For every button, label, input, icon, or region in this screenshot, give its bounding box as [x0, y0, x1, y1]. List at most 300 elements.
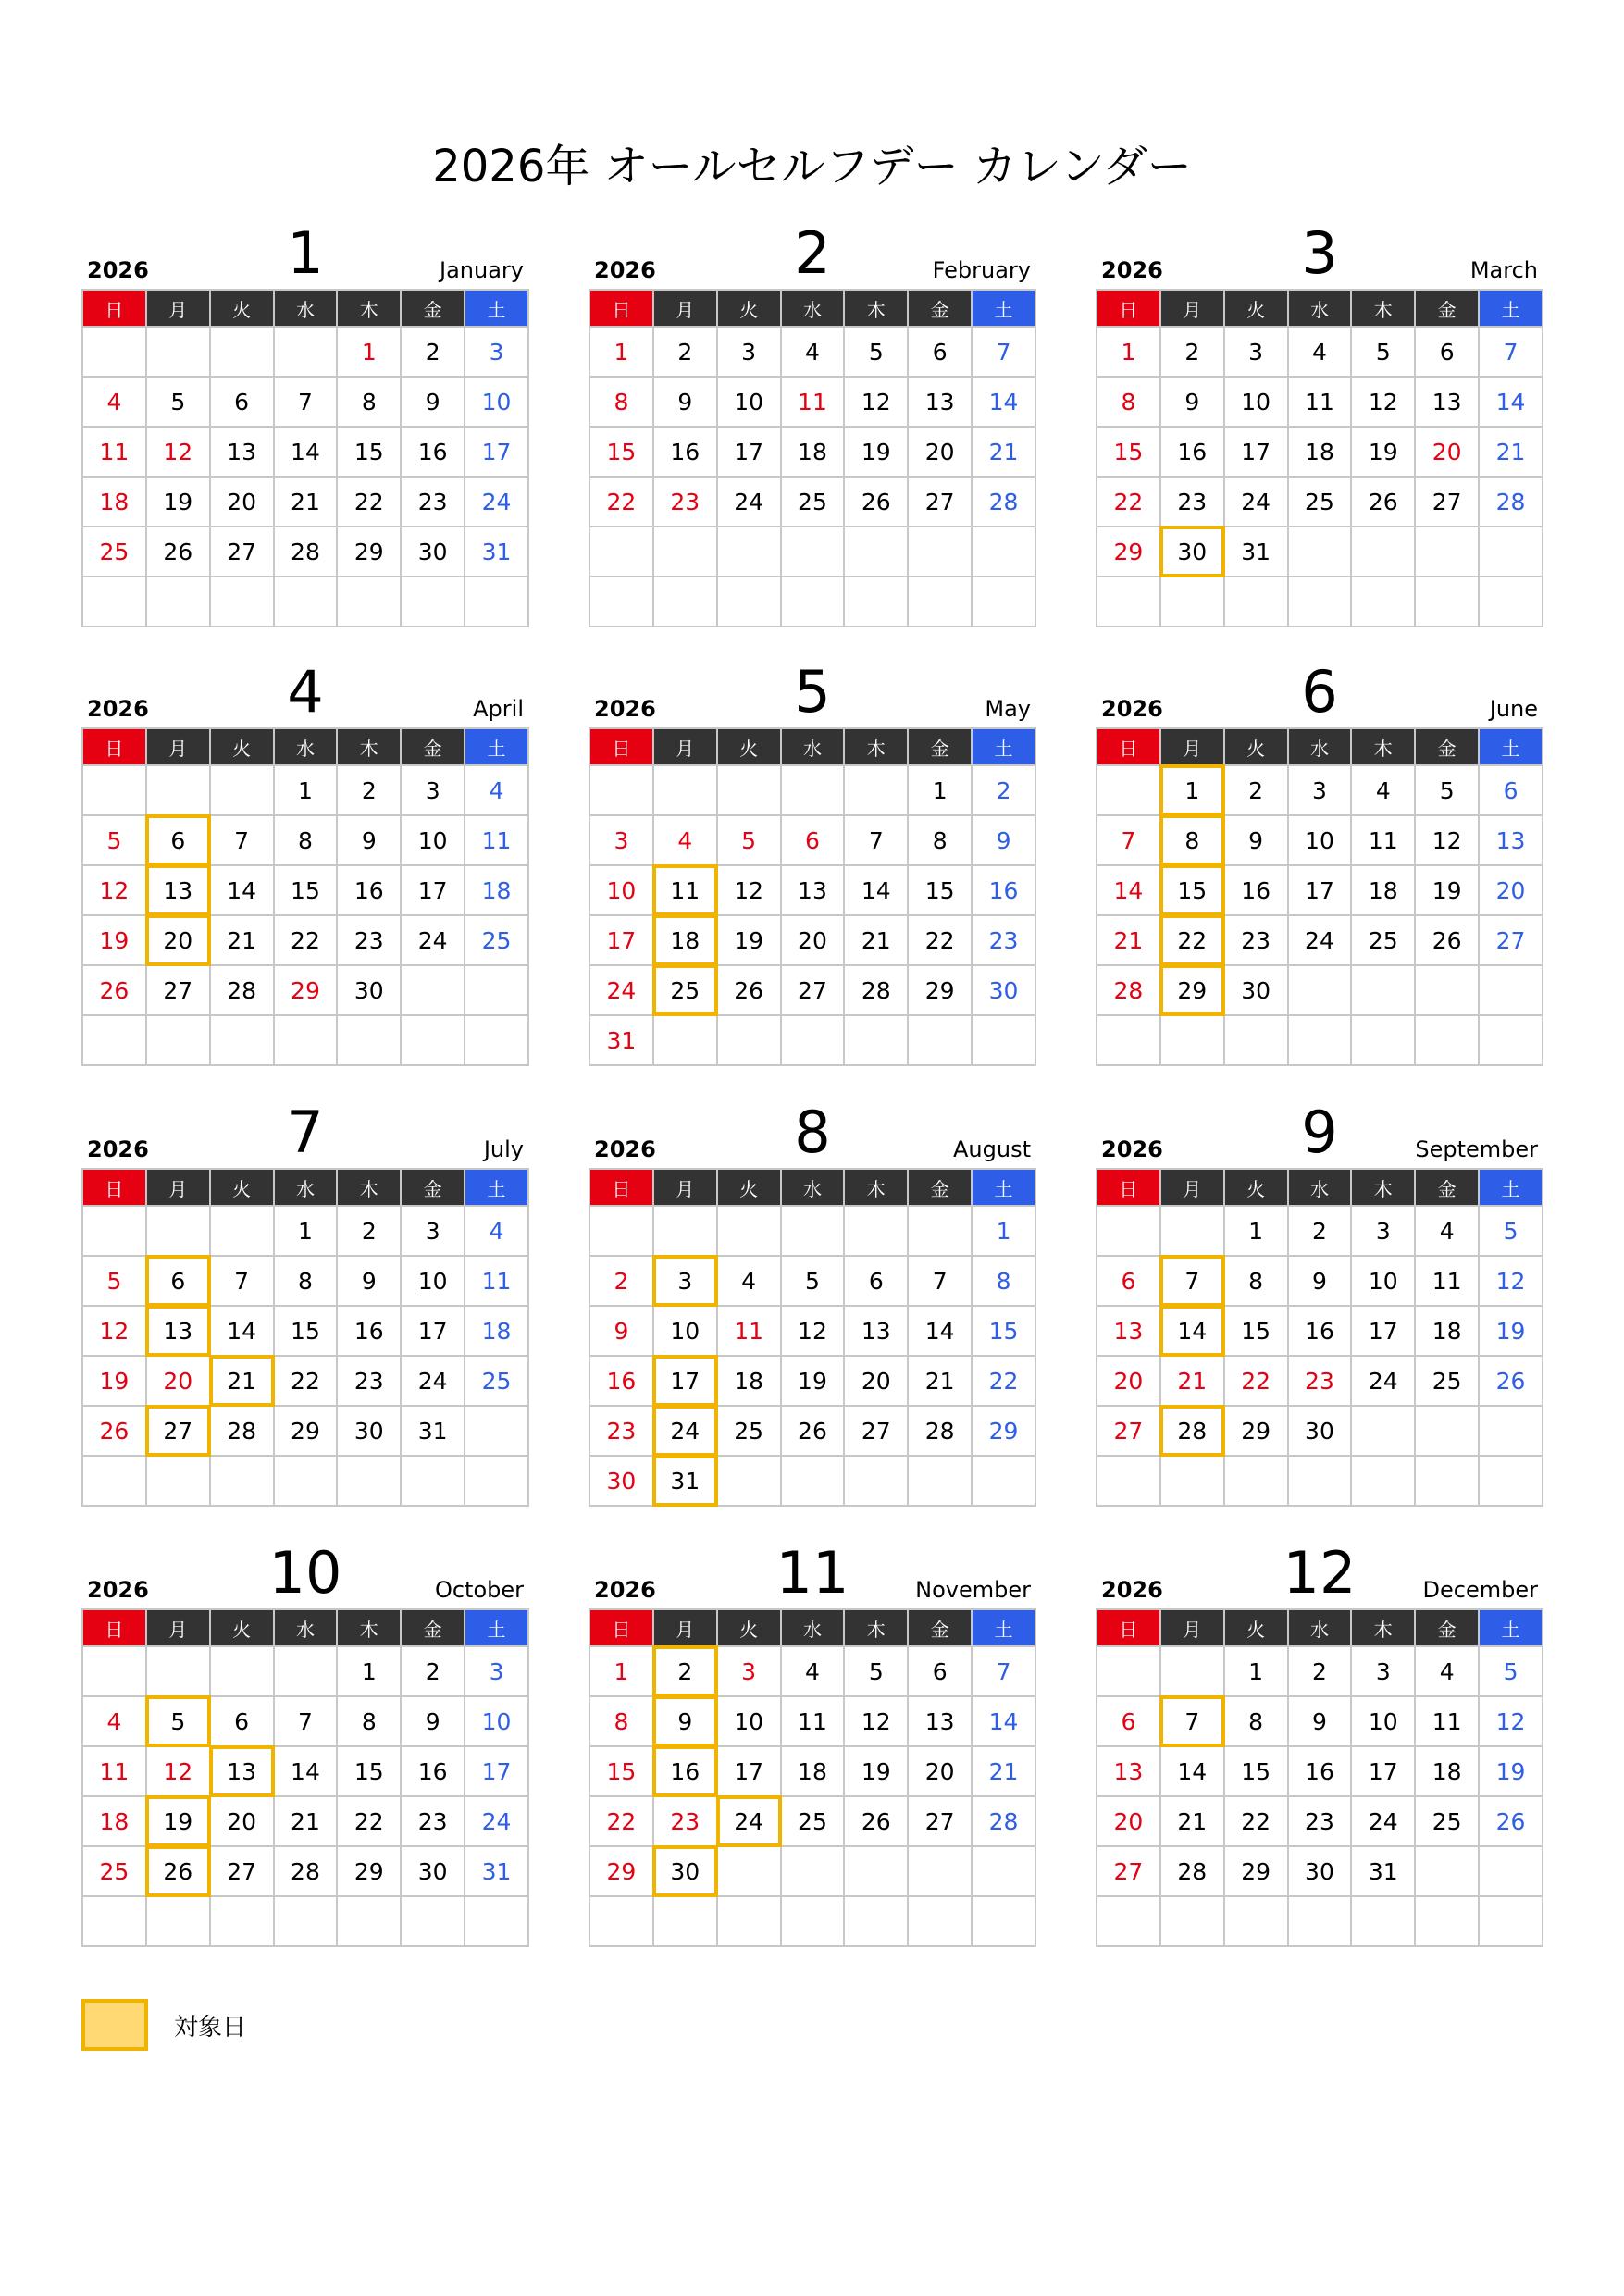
empty-cell: [82, 1896, 146, 1946]
week-row: [82, 1696, 528, 1746]
week-row: [1097, 577, 1543, 627]
empty-cell: [908, 577, 972, 627]
day-cell: 23: [337, 1356, 401, 1406]
target-day: 28: [1160, 1406, 1224, 1456]
week-row: [1097, 1896, 1543, 1946]
month-number: 11: [775, 1539, 849, 1607]
day-cell: 15: [1224, 1306, 1288, 1356]
day-cell: 19: [82, 915, 146, 965]
day-cell: 18: [1351, 865, 1415, 915]
day-cell: 24: [401, 1356, 465, 1406]
holiday-day: 4: [653, 815, 717, 865]
empty-cell: [146, 765, 210, 815]
day-cell: 26: [1479, 1796, 1543, 1846]
week-row: [589, 477, 1035, 527]
target-day: 11: [653, 865, 717, 915]
month-number: 4: [287, 658, 324, 726]
day-cell: 9: [1224, 815, 1288, 865]
empty-cell: [1479, 1406, 1543, 1456]
target-day: 3: [653, 1256, 717, 1306]
empty-cell: [972, 1015, 1035, 1065]
day-cell: 10: [717, 1696, 781, 1746]
week-row: [1097, 1256, 1543, 1306]
month-number: 8: [794, 1098, 831, 1166]
weekday-header: 金: [401, 728, 465, 765]
empty-cell: [1288, 1456, 1352, 1506]
weekday-header: 水: [1288, 728, 1352, 765]
day-cell: 30: [337, 1406, 401, 1456]
week-row: [589, 1896, 1035, 1946]
month-table: [81, 1168, 529, 1507]
day-cell: 1: [337, 1646, 401, 1696]
week-row: [1097, 1846, 1543, 1896]
day-cell: 7: [1479, 327, 1543, 377]
day-cell: 7: [274, 1696, 338, 1746]
empty-cell: [1224, 577, 1288, 627]
empty-cell: [972, 1896, 1035, 1946]
day-cell: 11: [465, 1256, 528, 1306]
empty-cell: [1224, 1456, 1288, 1506]
day-cell: 6: [844, 1256, 908, 1306]
day-cell: 6: [908, 1646, 972, 1696]
month-december: [1096, 1538, 1543, 1947]
day-cell: 27: [908, 477, 972, 527]
day-cell: 11: [1351, 815, 1415, 865]
empty-cell: [274, 1015, 338, 1065]
holiday-day: 20: [1415, 427, 1479, 477]
target-day: 2: [653, 1646, 717, 1696]
day-cell: 5: [1351, 327, 1415, 377]
day-cell: 9: [589, 1306, 653, 1356]
month-table: [81, 289, 529, 627]
weekday-header: 火: [210, 728, 274, 765]
day-cell: 26: [844, 477, 908, 527]
week-row: [589, 1206, 1035, 1256]
day-cell: 3: [717, 327, 781, 377]
day-cell: 23: [972, 915, 1035, 965]
empty-cell: [465, 965, 528, 1015]
empty-cell: [401, 1456, 465, 1506]
week-row: [82, 1256, 528, 1306]
day-cell: 17: [465, 427, 528, 477]
target-day: 18: [653, 915, 717, 965]
week-row: [1097, 1206, 1543, 1256]
day-cell: 25: [1415, 1356, 1479, 1406]
day-cell: 13: [781, 865, 845, 915]
day-cell: 5: [82, 1256, 146, 1306]
day-cell: 10: [401, 815, 465, 865]
empty-cell: [908, 1896, 972, 1946]
month-table: [1096, 1168, 1543, 1507]
holiday-day: 12: [146, 1746, 210, 1796]
empty-cell: [337, 1015, 401, 1065]
day-cell: 7: [972, 327, 1035, 377]
empty-cell: [1224, 1896, 1288, 1946]
day-cell: 31: [1351, 1846, 1415, 1896]
holiday-day: 1: [337, 327, 401, 377]
week-row: [1097, 1796, 1543, 1846]
day-cell: 6: [1097, 1696, 1160, 1746]
day-cell: 3: [465, 1646, 528, 1696]
day-cell: 17: [1288, 865, 1352, 915]
day-cell: 18: [781, 1746, 845, 1796]
day-cell: 26: [1479, 1356, 1543, 1406]
weekday-header: 日: [1097, 1609, 1160, 1646]
day-cell: 12: [844, 377, 908, 427]
empty-cell: [465, 1896, 528, 1946]
empty-cell: [1224, 1015, 1288, 1065]
empty-cell: [589, 1206, 653, 1256]
empty-cell: [781, 577, 845, 627]
day-cell: 4: [1415, 1646, 1479, 1696]
empty-cell: [908, 1846, 972, 1896]
month-number: 2: [794, 219, 831, 287]
empty-cell: [1415, 965, 1479, 1015]
day-cell: 27: [908, 1796, 972, 1846]
week-row: [82, 427, 528, 477]
empty-cell: [1097, 1646, 1160, 1696]
day-cell: 11: [1415, 1696, 1479, 1746]
month-table: [1096, 727, 1543, 1066]
day-cell: 24: [1224, 477, 1288, 527]
week-row: [589, 527, 1035, 577]
day-cell: 19: [844, 1746, 908, 1796]
day-cell: 18: [1415, 1306, 1479, 1356]
day-cell: 4: [1288, 327, 1352, 377]
day-cell: 2: [401, 327, 465, 377]
month-october: [81, 1538, 529, 1947]
day-cell: 23: [337, 915, 401, 965]
empty-cell: [146, 1206, 210, 1256]
weekday-header: 火: [210, 1609, 274, 1646]
holiday-day: 12: [146, 427, 210, 477]
week-row: [1097, 1356, 1543, 1406]
week-row: [82, 577, 528, 627]
day-cell: 21: [844, 915, 908, 965]
day-cell: 14: [274, 427, 338, 477]
weekday-header: 木: [337, 290, 401, 327]
day-cell: 20: [781, 915, 845, 965]
week-row: [589, 1456, 1035, 1506]
day-cell: 21: [908, 1356, 972, 1406]
day-cell: 15: [972, 1306, 1035, 1356]
week-row: [1097, 427, 1543, 477]
day-cell: 2: [589, 1256, 653, 1306]
weekday-header: 月: [1160, 1169, 1224, 1206]
month-table: [1096, 1608, 1543, 1947]
day-cell: 1: [589, 1646, 653, 1696]
empty-cell: [781, 1846, 845, 1896]
empty-cell: [274, 577, 338, 627]
weekday-header: 木: [844, 290, 908, 327]
day-cell: 5: [1479, 1206, 1543, 1256]
week-row: [82, 1456, 528, 1506]
day-cell: 28: [972, 1796, 1035, 1846]
day-cell: 16: [401, 1746, 465, 1796]
empty-cell: [1479, 1846, 1543, 1896]
day-cell: 22: [274, 915, 338, 965]
day-cell: 18: [1288, 427, 1352, 477]
day-cell: 17: [465, 1746, 528, 1796]
empty-cell: [1351, 527, 1415, 577]
holiday-day: 23: [653, 1796, 717, 1846]
day-cell: 12: [1479, 1256, 1543, 1306]
day-cell: 20: [210, 477, 274, 527]
month-year: 2026: [594, 696, 656, 722]
day-cell: 27: [1097, 1406, 1160, 1456]
weekday-header: 日: [589, 1169, 653, 1206]
day-cell: 16: [401, 427, 465, 477]
day-cell: 24: [1351, 1356, 1415, 1406]
month-june: [1096, 657, 1543, 1066]
day-cell: 18: [465, 865, 528, 915]
day-cell: 16: [972, 865, 1035, 915]
day-cell: 15: [908, 865, 972, 915]
week-row: [589, 1696, 1035, 1746]
empty-cell: [210, 1206, 274, 1256]
weekday-header: 月: [146, 1609, 210, 1646]
day-cell: 28: [908, 1406, 972, 1456]
week-row: [1097, 865, 1543, 915]
day-cell: 28: [844, 965, 908, 1015]
day-cell: 17: [1351, 1306, 1415, 1356]
day-cell: 14: [210, 865, 274, 915]
empty-cell: [1351, 1456, 1415, 1506]
weekday-header: 土: [1479, 1609, 1543, 1646]
week-row: [1097, 377, 1543, 427]
week-row: [82, 1306, 528, 1356]
day-cell: 24: [1288, 915, 1352, 965]
day-cell: 2: [1288, 1646, 1352, 1696]
empty-cell: [653, 1206, 717, 1256]
day-cell: 18: [1415, 1746, 1479, 1796]
day-cell: 27: [1479, 915, 1543, 965]
week-row: [1097, 765, 1543, 815]
empty-cell: [274, 1896, 338, 1946]
day-cell: 18: [717, 1356, 781, 1406]
day-cell: 29: [908, 965, 972, 1015]
weekday-header: 土: [972, 728, 1035, 765]
week-row: [82, 915, 528, 965]
month-table: [589, 289, 1036, 627]
day-cell: 14: [908, 1306, 972, 1356]
day-cell: 28: [1160, 1846, 1224, 1896]
day-cell: 16: [337, 865, 401, 915]
empty-cell: [337, 577, 401, 627]
weekday-header: 金: [401, 290, 465, 327]
day-cell: 1: [908, 765, 972, 815]
target-day: 25: [653, 965, 717, 1015]
day-cell: 29: [589, 1846, 653, 1896]
month-header: [81, 1098, 529, 1168]
day-cell: 8: [589, 1696, 653, 1746]
day-cell: 5: [146, 377, 210, 427]
day-cell: 21: [1097, 915, 1160, 965]
day-cell: 23: [1288, 1796, 1352, 1846]
day-cell: 20: [908, 1746, 972, 1796]
empty-cell: [653, 1896, 717, 1946]
month-name: April: [473, 696, 524, 722]
week-row: [82, 765, 528, 815]
week-row: [1097, 1746, 1543, 1796]
day-cell: 14: [1479, 377, 1543, 427]
day-cell: 14: [274, 1746, 338, 1796]
day-cell: 17: [717, 1746, 781, 1796]
empty-cell: [972, 1846, 1035, 1896]
month-number: 5: [794, 658, 831, 726]
day-cell: 27: [1097, 1846, 1160, 1896]
empty-cell: [1097, 577, 1160, 627]
month-header: [1096, 1538, 1543, 1608]
month-november: [589, 1538, 1036, 1947]
empty-cell: [210, 327, 274, 377]
day-cell: 15: [589, 1746, 653, 1796]
day-cell: 23: [1160, 477, 1224, 527]
weekday-header: 日: [1097, 728, 1160, 765]
empty-cell: [401, 1015, 465, 1065]
weekday-header: 木: [844, 1169, 908, 1206]
day-cell: 24: [465, 1796, 528, 1846]
day-cell: 5: [1479, 1646, 1543, 1696]
empty-cell: [210, 1646, 274, 1696]
empty-cell: [274, 1646, 338, 1696]
target-day: 30: [653, 1846, 717, 1896]
day-cell: 11: [781, 1696, 845, 1746]
day-cell: 28: [274, 527, 338, 577]
target-day: 30: [1160, 527, 1224, 577]
empty-cell: [1415, 1015, 1479, 1065]
empty-cell: [589, 527, 653, 577]
day-cell: 2: [972, 765, 1035, 815]
empty-cell: [1288, 577, 1352, 627]
empty-cell: [1415, 1456, 1479, 1506]
month-name: January: [440, 257, 524, 283]
empty-cell: [844, 1846, 908, 1896]
month-february: [589, 218, 1036, 627]
day-cell: 21: [1160, 1796, 1224, 1846]
day-cell: 14: [844, 865, 908, 915]
day-cell: 30: [972, 965, 1035, 1015]
weekday-header: 水: [781, 728, 845, 765]
empty-cell: [1160, 577, 1224, 627]
day-cell: 16: [1160, 427, 1224, 477]
day-cell: 9: [1160, 377, 1224, 427]
week-row: [1097, 477, 1543, 527]
month-table: [589, 1608, 1036, 1947]
day-cell: 29: [1224, 1406, 1288, 1456]
day-cell: 25: [781, 1796, 845, 1846]
empty-cell: [82, 765, 146, 815]
week-row: [82, 377, 528, 427]
empty-cell: [1415, 577, 1479, 627]
month-header: [589, 657, 1036, 727]
day-cell: 30: [1288, 1406, 1352, 1456]
day-cell: 3: [1351, 1646, 1415, 1696]
weekday-header: 火: [210, 290, 274, 327]
empty-cell: [653, 527, 717, 577]
month-year: 2026: [594, 1136, 656, 1162]
day-cell: 4: [82, 377, 146, 427]
day-cell: 9: [1288, 1256, 1352, 1306]
month-header: [81, 218, 529, 289]
day-cell: 1: [1224, 1206, 1288, 1256]
week-row: [589, 1015, 1035, 1065]
day-cell: 26: [146, 527, 210, 577]
empty-cell: [1097, 1896, 1160, 1946]
day-cell: 13: [908, 377, 972, 427]
day-cell: 26: [1351, 477, 1415, 527]
weekday-header: 水: [274, 728, 338, 765]
day-cell: 20: [210, 1796, 274, 1846]
day-cell: 9: [401, 1696, 465, 1746]
weekday-header: 水: [781, 290, 845, 327]
weekday-header: 水: [274, 290, 338, 327]
day-cell: 3: [465, 327, 528, 377]
weekday-header: 水: [274, 1169, 338, 1206]
target-day: 13: [146, 1306, 210, 1356]
day-cell: 28: [210, 1406, 274, 1456]
month-march: [1096, 218, 1543, 627]
empty-cell: [844, 1015, 908, 1065]
empty-cell: [337, 1896, 401, 1946]
empty-cell: [844, 577, 908, 627]
empty-cell: [781, 1206, 845, 1256]
day-cell: 16: [1288, 1746, 1352, 1796]
day-cell: 30: [1288, 1846, 1352, 1896]
day-cell: 27: [781, 965, 845, 1015]
empty-cell: [146, 1456, 210, 1506]
week-row: [1097, 1456, 1543, 1506]
month-august: [589, 1098, 1036, 1507]
target-day: 1: [1160, 765, 1224, 815]
month-name: July: [483, 1136, 524, 1162]
empty-cell: [337, 1456, 401, 1506]
empty-cell: [1415, 1406, 1479, 1456]
week-row: [589, 1796, 1035, 1846]
month-header: [589, 1098, 1036, 1168]
week-row: [589, 1846, 1035, 1896]
weekday-header: 月: [1160, 290, 1224, 327]
holiday-day: 21: [1160, 1356, 1224, 1406]
month-year: 2026: [1101, 1577, 1163, 1603]
month-header: [1096, 1098, 1543, 1168]
weekday-header: 土: [465, 1169, 528, 1206]
empty-cell: [82, 577, 146, 627]
week-row: [82, 865, 528, 915]
day-cell: 9: [337, 815, 401, 865]
month-september: [1096, 1098, 1543, 1507]
week-row: [589, 1256, 1035, 1306]
day-cell: 19: [1479, 1306, 1543, 1356]
weekday-header: 木: [844, 728, 908, 765]
day-cell: 12: [1351, 377, 1415, 427]
day-cell: 7: [210, 1256, 274, 1306]
day-cell: 1: [589, 327, 653, 377]
month-table: [1096, 289, 1543, 627]
day-cell: 13: [1097, 1306, 1160, 1356]
week-row: [589, 965, 1035, 1015]
day-cell: 25: [781, 477, 845, 527]
day-cell: 23: [1224, 915, 1288, 965]
day-cell: 25: [1415, 1796, 1479, 1846]
target-day: 8: [1160, 815, 1224, 865]
target-day: 19: [146, 1796, 210, 1846]
weekday-header: 土: [972, 1609, 1035, 1646]
holiday-day: 23: [1288, 1356, 1352, 1406]
holiday-day: 23: [653, 477, 717, 527]
day-cell: 29: [274, 1406, 338, 1456]
empty-cell: [82, 1646, 146, 1696]
